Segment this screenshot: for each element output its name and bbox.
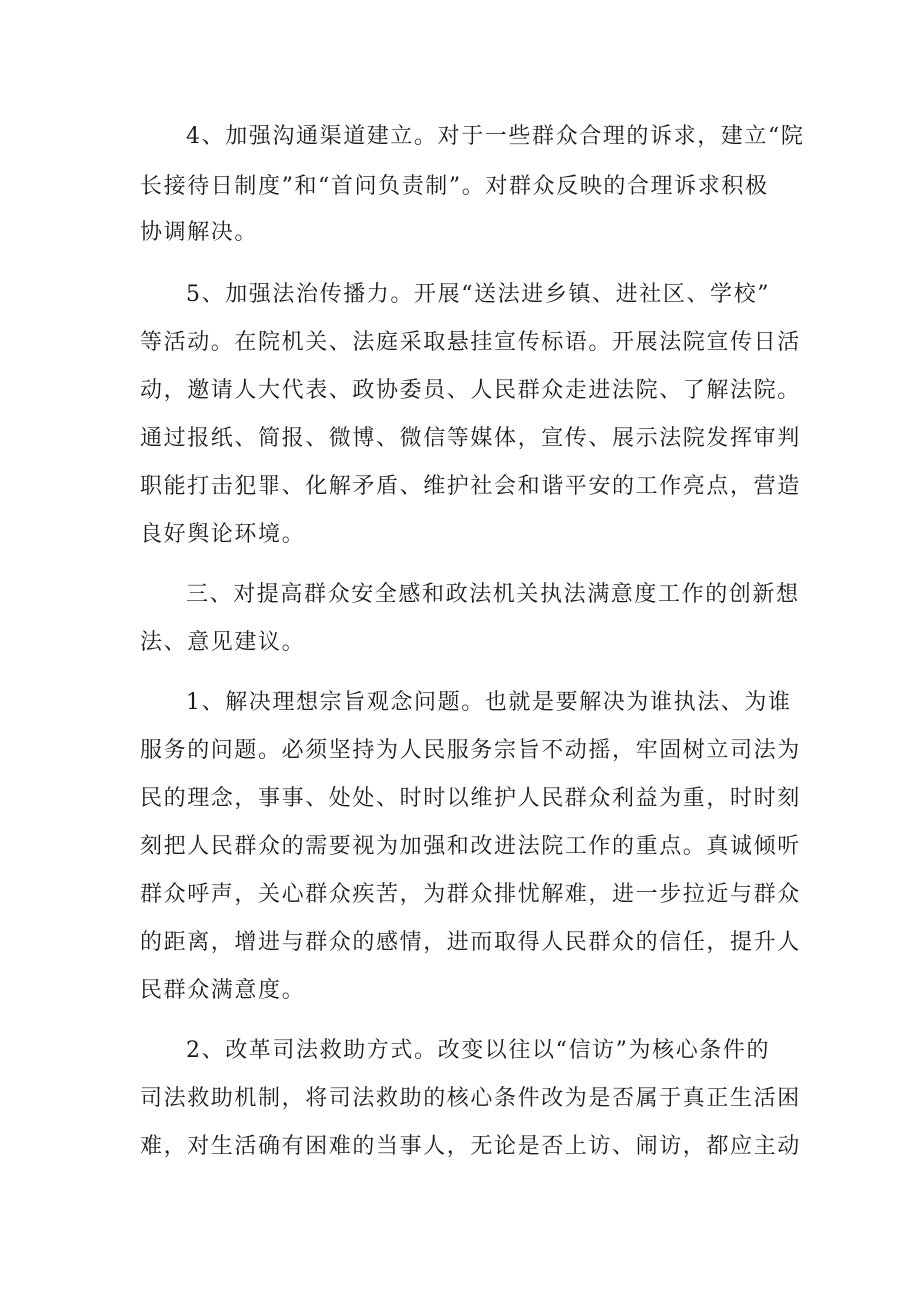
- paragraph-line: 2、改革司法救助方式。改变以往以“信访”为核心条件的: [186, 1038, 771, 1063]
- paragraph-line: 刻把人民群众的需要视为加强和改进法院工作的重点。真诚倾听: [140, 834, 801, 859]
- paragraph-line: 难，对生活确有困难的当事人，无论是否上访、闹访，都应主动: [140, 1134, 801, 1159]
- paragraph-line: 民的理念，事事、处处、时时以维护人民群众利益为重，时时刻: [140, 786, 801, 811]
- paragraph-line: 4、加强沟通渠道建立。对于一些群众合理的诉求，建立“院: [186, 124, 805, 149]
- paragraph-line: 司法救助机制，将司法救助的核心条件改为是否属于真正生活困: [140, 1086, 801, 1111]
- paragraph-line: 服务的问题。必须坚持为人民服务宗旨不动摇，牢固树立司法为: [140, 738, 801, 763]
- paragraph-line: 动，邀请人大代表、政协委员、人民群众走进法院、了解法院。: [140, 378, 801, 403]
- paragraph-line: 群众呼声，关心群众疾苦，为群众排忧解难，进一步拉近与群众: [140, 882, 801, 907]
- paragraph-line: 通过报纸、简报、微博、微信等媒体，宣传、展示法院发挥审判: [140, 426, 801, 451]
- paragraph-line: 1、解决理想宗旨观念问题。也就是要解决为谁执法、为谁: [186, 690, 792, 715]
- paragraph-line: 协调解决。: [140, 220, 259, 245]
- paragraph-line: 5、加强法治传播力。开展“送法进乡镇、进社区、学校”: [186, 282, 771, 307]
- paragraph-line: 职能打击犯罪、化解矛盾、维护社会和谐平安的工作亮点，营造: [140, 474, 801, 499]
- paragraph-line: 民群众满意度。: [140, 978, 306, 1003]
- paragraph-line: 的距离，增进与群众的感情，进而取得人民群众的信任，提升人: [140, 930, 801, 955]
- heading-line: 法、意见建议。: [140, 630, 306, 655]
- paragraph-line: 长接待日制度”和“首问负责制”。对群众反映的合理诉求积极: [140, 174, 769, 199]
- heading-line: 三、对提高群众安全感和政法机关执法满意度工作的创新想: [186, 582, 800, 607]
- paragraph-line: 良好舆论环境。: [140, 522, 306, 547]
- paragraph-line: 等活动。在院机关、法庭采取悬挂宣传标语。开展法院宣传日活: [140, 330, 801, 355]
